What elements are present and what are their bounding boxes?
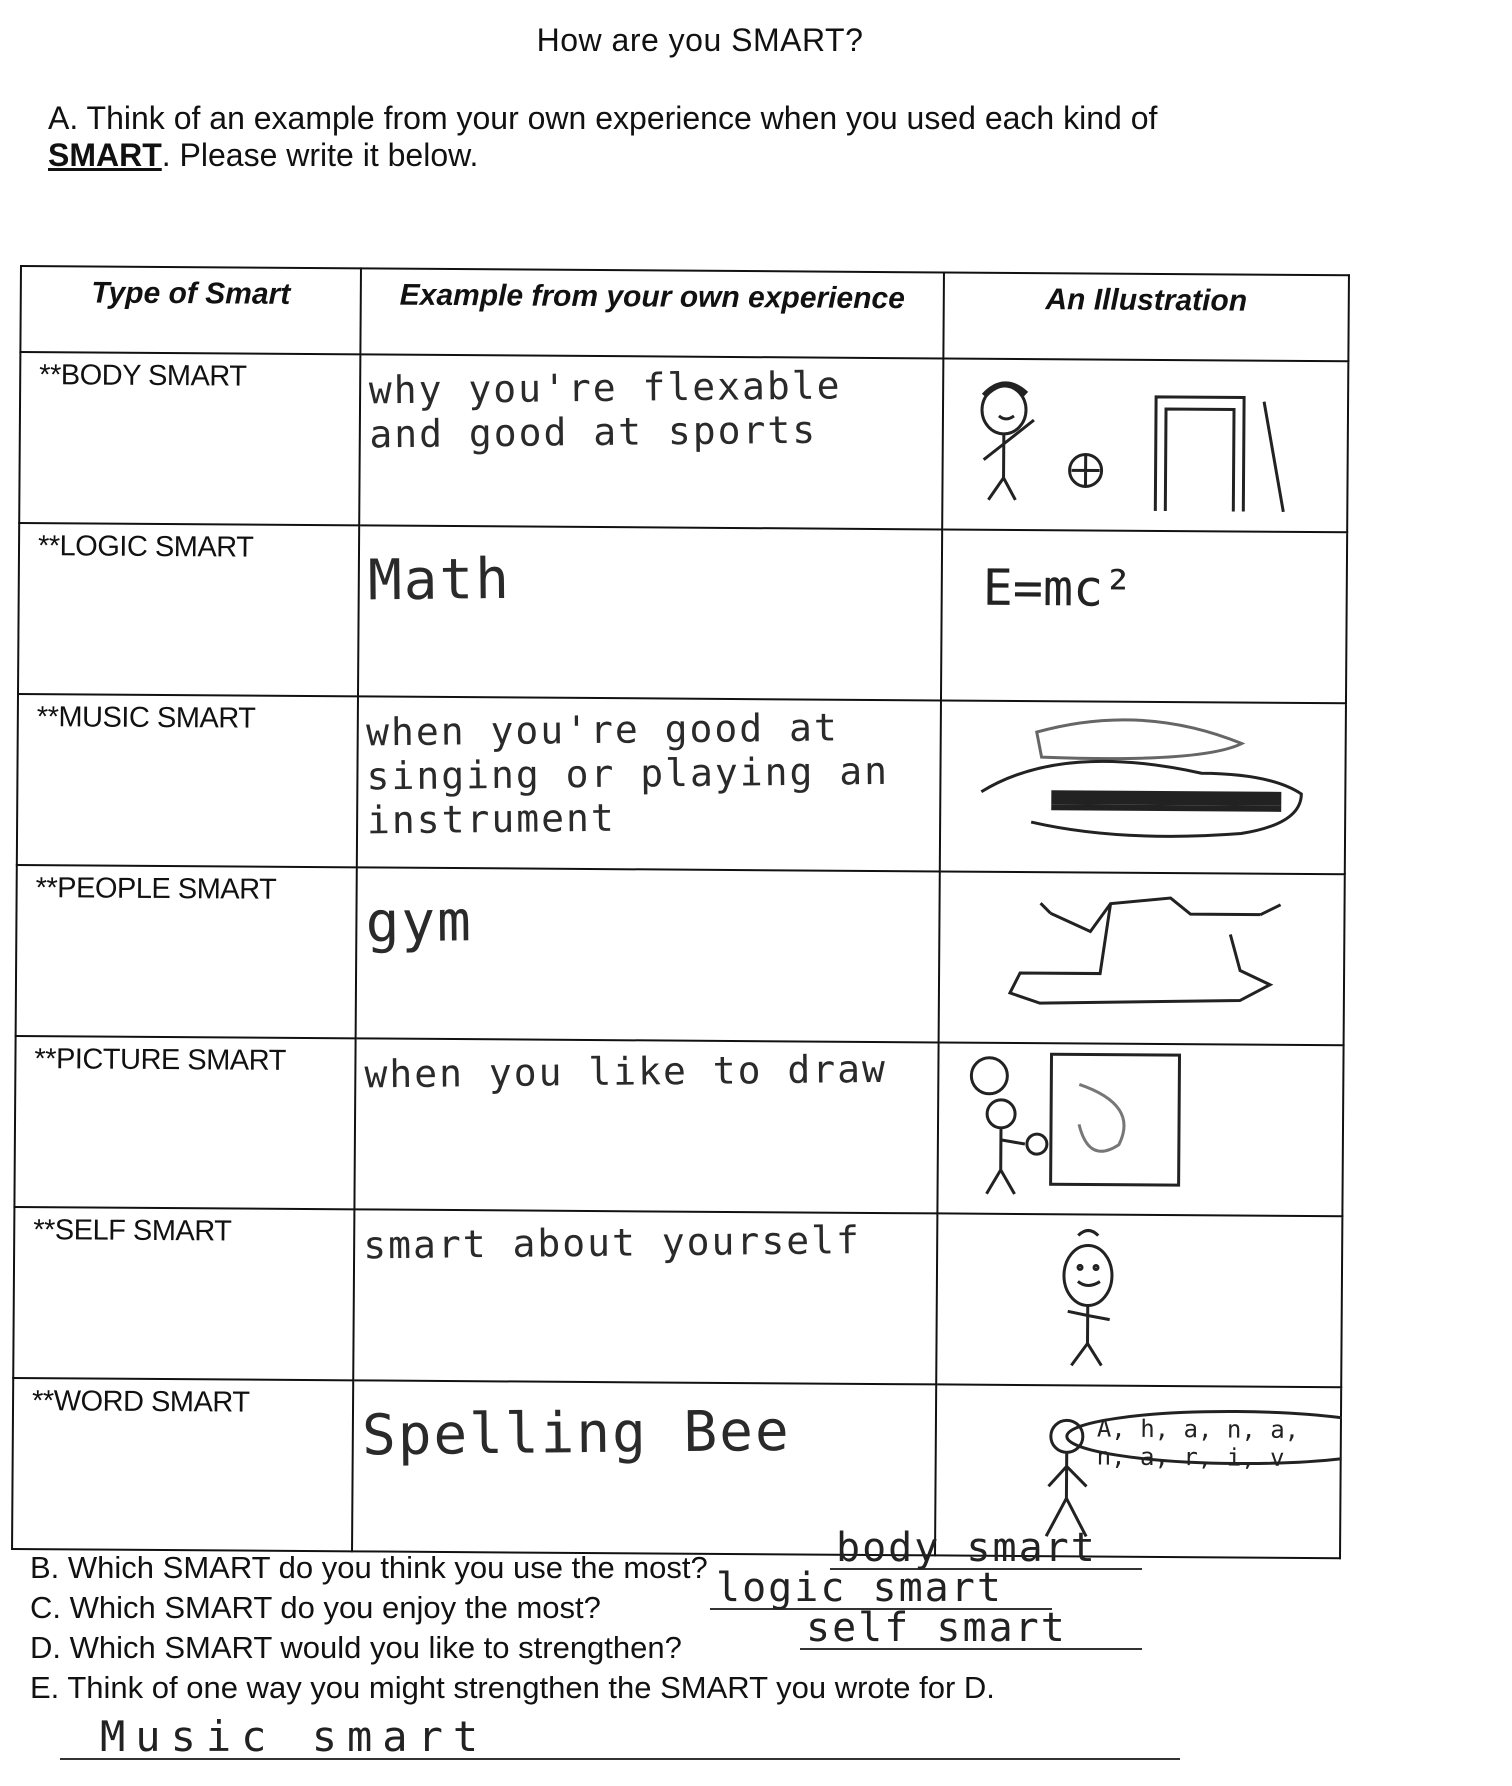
table-row (17, 694, 1346, 874)
type-cell: **WORD SMART (12, 1378, 353, 1551)
smiling-stick-figure-drawing (937, 1214, 1343, 1380)
speech-bubble-text: A, h, a, n, a, n, a, r, i, v (1096, 1414, 1300, 1472)
type-cell: **LOGIC SMART (18, 523, 359, 696)
question-e-answer[interactable]: Music smart (60, 1712, 1180, 1760)
header-example: Example from your own experience (360, 268, 944, 358)
type-cell: **SELF SMART (13, 1207, 354, 1380)
type-cell: **MUSIC SMART (17, 694, 358, 867)
stick-figure-basketball-drawing (943, 359, 1349, 525)
illustration-cell (936, 1213, 1342, 1387)
equation-text: E=mc² (982, 558, 1134, 618)
question-e (30, 1668, 1430, 1708)
table-row (19, 352, 1348, 532)
illustration-cell (939, 871, 1345, 1045)
handwritten-example: smart about yourself (363, 1218, 862, 1268)
question-d-label: D. Which SMART would you like to strengthen? (30, 1630, 682, 1665)
handwritten-example: when you like to draw (364, 1046, 888, 1097)
type-cell: **BODY SMART (19, 352, 360, 525)
question-b-label: B. Which SMART do you think you use the most? (30, 1550, 708, 1585)
table-header-row (20, 266, 1349, 361)
header-illustration: An Illustration (943, 272, 1349, 361)
people-illustration (940, 872, 1344, 1044)
guitar-drawing (941, 701, 1347, 867)
instructions (48, 100, 1348, 174)
questions (30, 1525, 1430, 1708)
smart-table (11, 265, 1350, 1559)
illustration-cell (937, 1042, 1343, 1216)
body-illustration (943, 359, 1347, 531)
table-row (18, 523, 1347, 703)
music-illustration (941, 701, 1345, 873)
page-title: How are you SMART? (536, 22, 864, 58)
figure-drawing (940, 872, 1346, 1038)
question-c-answer[interactable]: logic smart (710, 1568, 1052, 1610)
handwritten-example: when you're good at singing or playing an instrument (365, 705, 890, 843)
illustration-cell (942, 358, 1348, 532)
example-cell[interactable] (359, 354, 943, 529)
example-cell[interactable] (356, 867, 940, 1042)
question-c-label: C. Which SMART do you enjoy the most? (30, 1590, 601, 1625)
example-cell[interactable] (354, 1038, 938, 1213)
type-cell: **PICTURE SMART (14, 1036, 355, 1209)
question-d-answer[interactable]: self smart (800, 1608, 1142, 1650)
handwritten-example: Spelling Bee (361, 1398, 791, 1469)
instructions-prefix: A. Think of an example from your own experience when you used each kind of (48, 100, 1158, 136)
example-cell[interactable] (358, 525, 942, 700)
figure-with-easel-drawing (938, 1043, 1344, 1209)
instructions-emphasis: SMART (48, 137, 162, 173)
example-cell[interactable] (357, 696, 941, 871)
self-illustration (937, 1214, 1341, 1386)
handwritten-example: why you're flexable and good at sports (368, 363, 842, 457)
question-b-answer[interactable]: body smart (830, 1528, 1142, 1570)
question-e-label: E. Think of one way you might strengthen the SMART you wrote for D. (30, 1670, 995, 1705)
picture-illustration (938, 1043, 1342, 1215)
illustration-cell (941, 529, 1347, 703)
handwritten-example: Math (367, 546, 512, 614)
handwritten-example: gym (365, 889, 474, 956)
type-cell: **PEOPLE SMART (16, 865, 357, 1038)
table-row (13, 1207, 1342, 1387)
instructions-suffix: . Please write it below. (161, 137, 479, 173)
illustration-cell (940, 700, 1346, 874)
table-row (16, 865, 1345, 1045)
example-cell[interactable] (353, 1209, 937, 1384)
header-type: Type of Smart (20, 266, 361, 354)
table-row (14, 1036, 1343, 1216)
